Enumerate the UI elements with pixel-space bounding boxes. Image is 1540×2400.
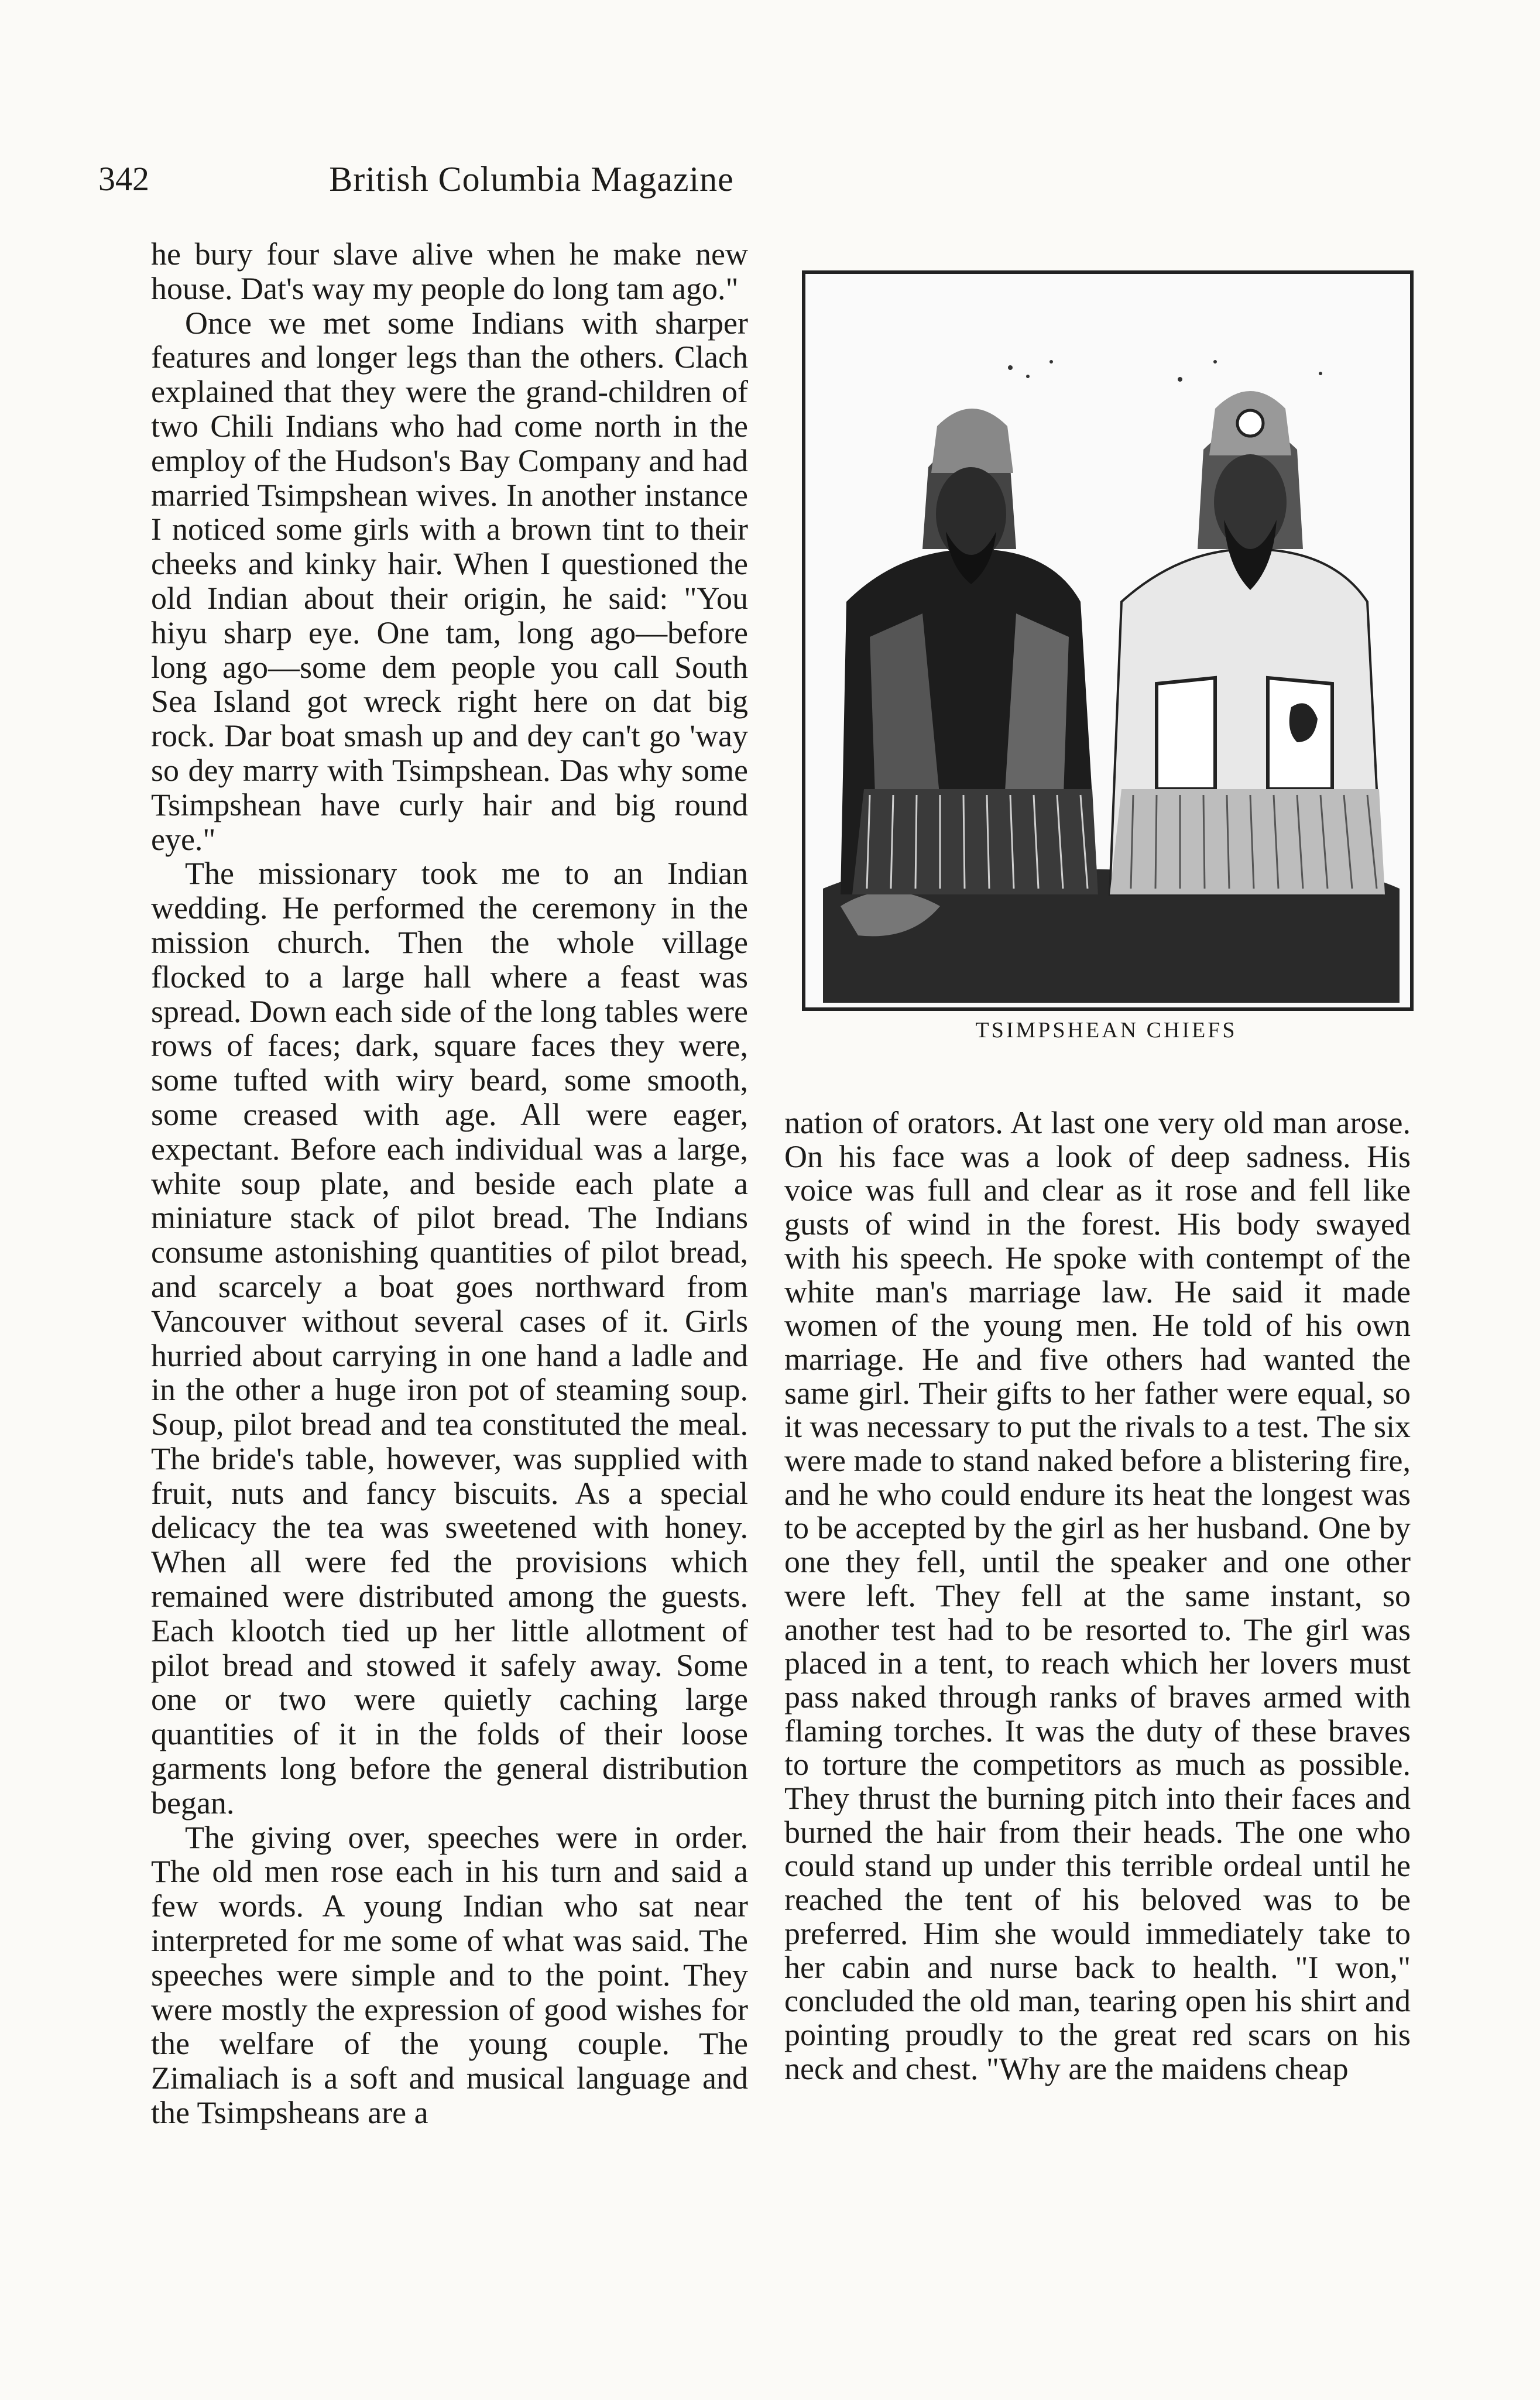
figure: [802, 270, 1414, 1011]
paragraph: Once we met some Indians with sharper features and longer legs than the others. Clach explained that they were the grand-children of two Chili Indians who had come north in the employ of the Hudson's Bay Company and had married Tsimpshean wives. In another instance I noticed some girls with a brown tint to their cheeks and kinky hair. When I questioned the old Indian about their origin, he said: "You hiyu sharp eye. One tam, long ago—before long ago—some dem people you call South Sea Island got wreck right here on dat big rock. Dar boat smash up and dey can't go 'way so dey marry with Tsimpshean. Das why some Tsimpshean have curly hair and big round eye.": [151, 305, 748, 857]
photo-illustration: [805, 274, 1414, 1011]
page-number: 342: [98, 160, 149, 198]
right-column: [784, 1106, 1411, 2086]
paragraph: The missionary took me to an Indian wedding. He performed the ceremony in the mission church. Then the whole village flocked to a large hall where a feast was spread. Down each side of the long tables were rows of faces; dark, square faces they were, some tufted with wiry beard, some smooth, some creased with age. All were eager, expectant. Before each individual was a large, white soup plate, and beside each plate a miniature stack of pilot bread. The Indians consume astonishing quantities of pilot bread, and scarcely a boat goes northward from Vancouver without several cases of it. Girls hurried about carrying in one hand a ladle and in the other a huge iron pot of steaming soup. Soup, pilot bread and tea constituted the meal. The bride's table, however, was supplied with fruit, nuts and fancy biscuits. As a special delicacy the tea was sweetened with honey. When all were fed the provisions which remained were distributed among the guests. Each klootch tied up her little allotment of pilot bread and stowed it safely away. Some one or two were quietly caching large quantities of it in the folds of their loose garments long before the general distribution began.: [151, 856, 748, 1820]
running-head-title: British Columbia Magazine: [329, 160, 734, 198]
figure-caption: TSIMPSHEAN CHIEFS: [975, 1018, 1237, 1043]
page-header: [98, 159, 965, 212]
paragraph: The giving over, speeches were in order. The old men rose each in his turn and said a few words. A young Indian who sat near interpreted for me some of what was said. The speeches were simple and to the point. They were mostly the expression of good wishes for the welfare of the young couple. The Zimaliach is a soft and musical language and the Tsimpsheans are a: [151, 1819, 748, 2131]
paragraph: nation of orators. At last one very old man arose. On his face was a look of deep sadness. His voice was full and clear as it rose and fell like gusts of wind in the forest. His body swayed with his speech. He spoke with contempt of the white man's marriage law. He said it made women of the young men. He told of his own marriage. He and five others had wanted the same girl. Their gifts to her father were equal, so it was necessary to put the rivals to a test. The six were made to stand naked before a blistering fire, and he who could endure its heat the longest was to be accepted by the girl as her husband. One by one they fell, until the speaker and one other were left. They fell at the same instant, so another test had to be resorted to. The girl was placed in a tent, to reach which her lovers must pass naked through ranks of braves armed with flaming torches. It was the duty of these braves to torture the competitors as much as possible. They thrust the burning pitch into their faces and burned the hair from their heads. The one who could stand up under this terrible ordeal until he reached the tent of his beloved was to be preferred. Him she would immediately take to her cabin and nurse back to health. "I won," concluded the old man, tearing open his shirt and pointing proudly to the great red scars on his neck and chest. "Why are the maidens cheap: [784, 1105, 1411, 2086]
chiefs-photograph: [802, 270, 1414, 1011]
paragraph: he bury four slave alive when he make new house. Dat's way my people do long tam ago.": [151, 236, 748, 306]
left-column: [151, 237, 748, 2130]
